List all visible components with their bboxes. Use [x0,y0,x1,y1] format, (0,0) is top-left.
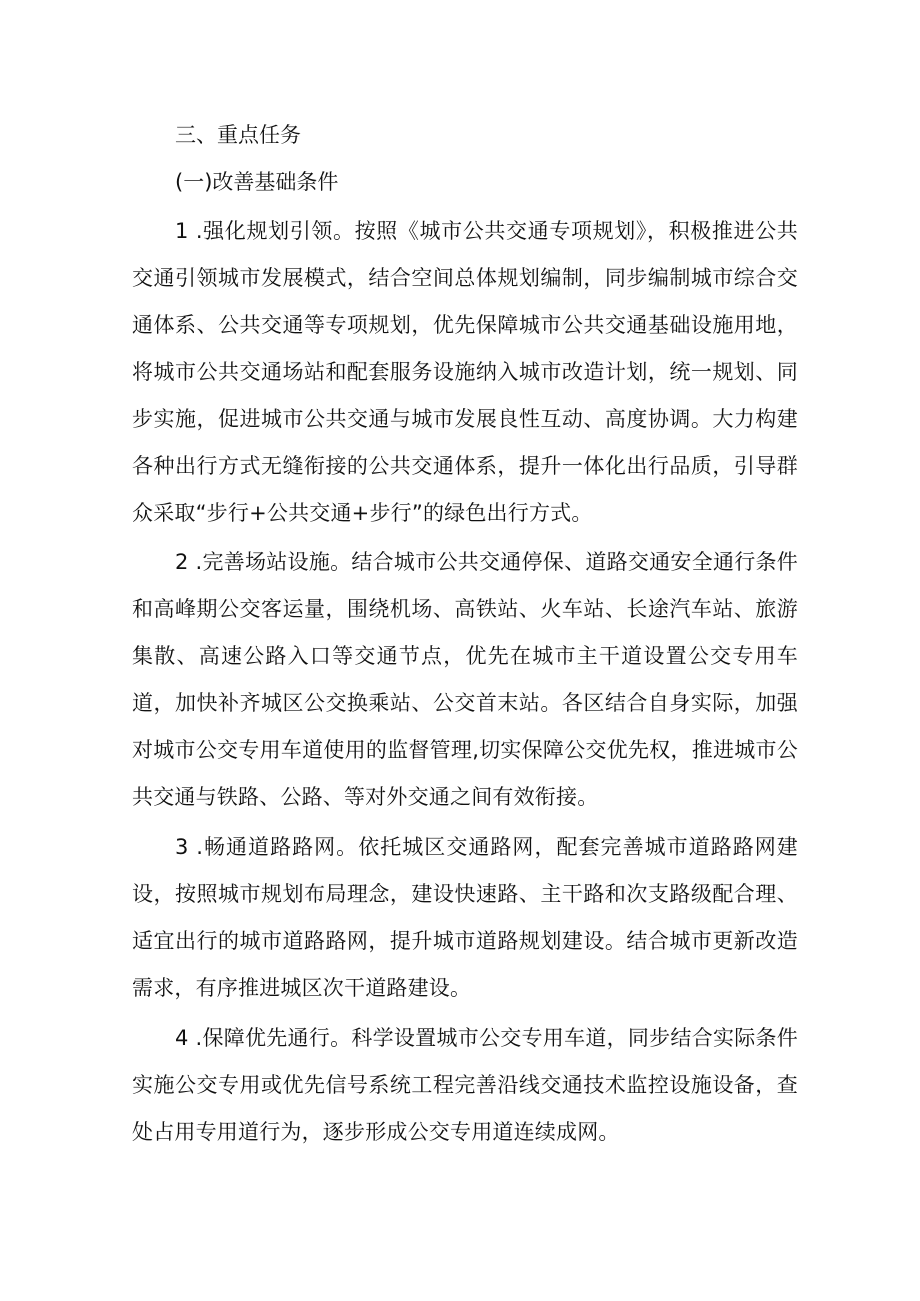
section-heading: 三、重点任务 [175,123,301,147]
paragraph-stations: 2 .完善场站设施。结合城市公共交通停保、道路交通安全通行条件和高峰期公交客运量，围绕机场、高铁站、火车站、长途汽车站、旅游集散、高速公路入口等交通节点，优先在城市主干道设置公交专用车道，加快补齐城区公交换乘站、公交首末站。各区结合自身实际，加强对城市公交专用车道使用的监督管理,切实保障公交优先权，推进城市公共交通与铁路、公路、等对外交通之间有效衔接。 [132,550,798,809]
paragraph-road-network: 3 .畅通道路路网。依托城区交通路网，配套完善城市道路路网建设，按照城市规划布局理念，建设快速路、主干路和次支路级配合理、适宜出行的城市道路路网，提升城市道路规划建设。结合城市更新改造需求，有序推进城区次干道路建设。 [132,835,798,1000]
paragraph-priority-passage: 4 .保障优先通行。科学设置城市公交专用车道，同步结合实际条件实施公交专用或优先信号系统工程完善沿线交通技术监控设施设备，查处占用专用道行为，逐步形成公交专用道连续成网。 [132,1026,798,1144]
document-body [132,112,798,1156]
paragraph-planning: 1 .强化规划引领。按照《城市公共交通专项规划》，积极推进公共交通引领城市发展模式，结合空间总体规划编制，同步编制城市综合交通体系、公共交通等专项规划，优先保障城市公共交通基础设施用地，将城市公共交通场站和配套服务设施纳入城市改造计划，统一规划、同步实施，促进城市公共交通与城市发展良性互动、高度协调。大力构建各种出行方式无缝衔接的公共交通体系，提升一体化出行品质，引导群众采取“步行+公共交通+步行”的绿色出行方式。 [132,219,798,525]
subsection-heading: (一)改善基础条件 [175,170,339,194]
